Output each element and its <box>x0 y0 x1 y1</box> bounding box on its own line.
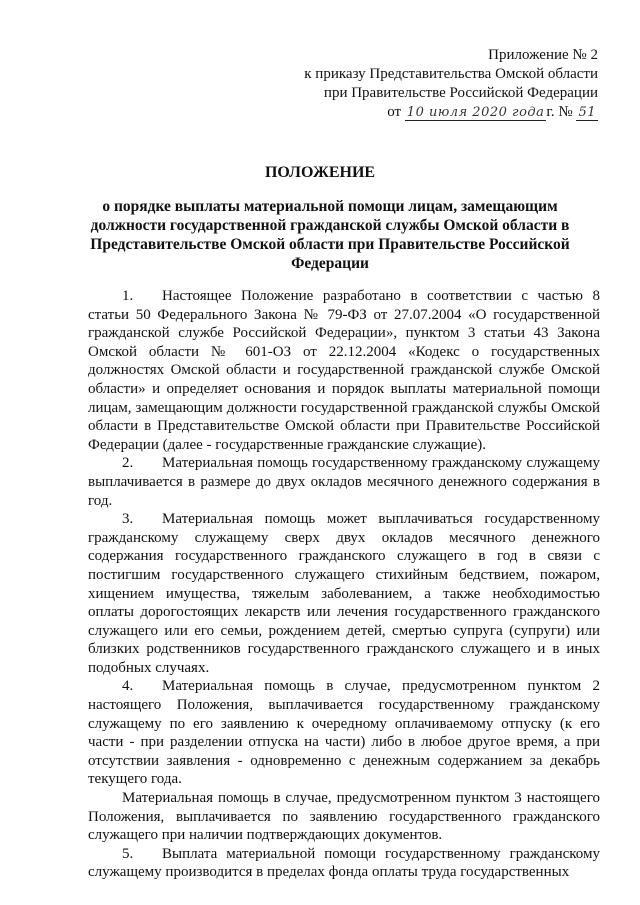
paragraph-4-continued <box>88 789 600 845</box>
appendix-order-ref: к приказу Представительства Омской области <box>304 66 598 82</box>
document-subtitle: о порядке выплаты материальной помощи лицам, замещающим должности государственной гражданской службы Омской области в Представительстве Омской области при Правительстве Российской Федерации <box>90 198 570 272</box>
paragraph-text: Материальная помощь может выплачиваться государственному гражданскому служащему сверх двух окладов месячного денежного содержания государственного гражданского служащего в год в связи с постигшим государственного служащего стихийным бедствием, пожаром, хищением имущества, тяжелым заболеванием, а также необходимостью оплаты дорогостоящих лекарств или лечения государственного гражданского служащего или его семьи, рождением детей, смертью супруга (супруги) или близких родственников государственного гражданского служащего и в иных подобных случаях. <box>88 511 600 676</box>
paragraph-3 <box>88 510 600 677</box>
paragraph-text: Материальная помощь в случае, предусмотренном пунктом 2 настоящего Положения, выплачивается государственному гражданскому служащему по его заявлению к очередному оплачиваемому отпуску (к его части - при разделении отпуска на части) либо в любое другое время, а при отсутствии заявления - одновременно с денежным содержанием за декабрь текущего года. <box>88 678 600 788</box>
document-title: ПОЛОЖЕНИЕ <box>264 164 376 181</box>
paragraph-number: 1. <box>122 288 134 304</box>
date-prefix: от <box>387 104 402 120</box>
appendix-date-line <box>304 103 598 122</box>
number-prefix: г. № <box>546 104 573 120</box>
paragraph-2 <box>88 454 600 510</box>
paragraph-number: 4. <box>122 678 134 695</box>
paragraph-text: Настоящее Положение разработано в соответствии с частью 8 статьи 50 Федерального Закона № 79-ФЗ от 27.07.2004 «О государственной гражданской службе Российской Федерации», пунктом 3 статьи 43 Закона Омской области № 601-ОЗ от 22.12.2004 «Кодекс о государственных должностях Омской области и государственной гражданской службе Омской области» и определяет основания и порядок выплаты материальной помощи лицам, замещающим должности государственной гражданской службы Омской области в Представительстве Омской области при Правительстве Российской Федерации (далее - государственные гражданские служащие). <box>88 288 600 453</box>
paragraph-text: Выплата материальной помощи государственному гражданскому служащему производится в пределах фонда оплаты труда государственных <box>88 845 600 881</box>
paragraph-number: 5. <box>122 845 134 862</box>
paragraph-number: 3. <box>122 511 134 528</box>
handwritten-date: 10 июля 2020 года <box>406 105 545 120</box>
document-body <box>88 287 600 882</box>
appendix-number: Приложение № 2 <box>488 47 598 63</box>
paragraph-5 <box>88 845 600 882</box>
paragraph-number: 2. <box>122 455 134 472</box>
paragraph-text: Материальная помощь государственному гражданскому служащему выплачивается в размере до двух окладов месячного денежного содержания в год. <box>88 455 600 509</box>
handwritten-number: 51 <box>578 105 596 120</box>
paragraph-text: Материальная помощь в случае, предусмотренном пунктом 3 настоящего Положения, выплачивается по заявлению государственного гражданского служащего при наличии подтверждающих документов. <box>88 790 600 844</box>
appendix-authority: при Правительстве Российской Федерации <box>323 85 598 101</box>
paragraph-1 <box>88 287 600 454</box>
appendix-header <box>304 46 598 122</box>
paragraph-4 <box>88 677 600 789</box>
